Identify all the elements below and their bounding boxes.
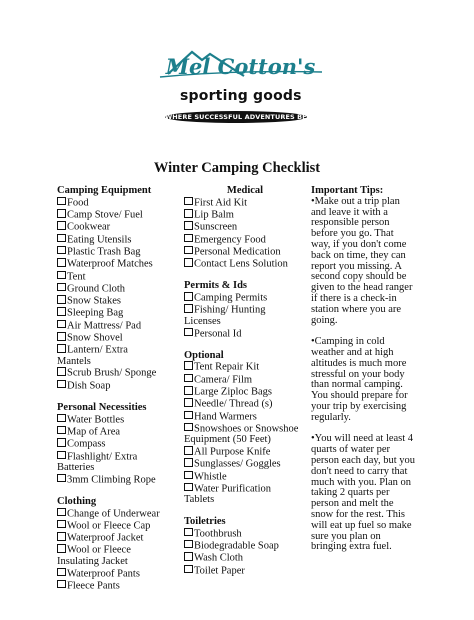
checkbox-icon[interactable] [184,304,193,313]
checklist-item-label: All Purpose Knife [194,446,271,458]
checklist-item-label: Wool or Fleece Cap [67,520,151,532]
checkbox-icon[interactable] [57,246,66,255]
checklist-item-label: Needle/ Thread (s) [194,398,273,410]
checkbox-icon[interactable] [57,332,66,341]
checklist-item-label: Ground Cloth [67,283,126,295]
tip-line: back on time, they can [311,249,406,261]
checkbox-icon[interactable] [57,544,66,553]
checkbox-icon[interactable] [184,234,193,243]
section-heading: Personal Necessities [57,401,147,413]
checklist-item[interactable] [57,580,182,592]
checkbox-icon[interactable] [57,568,66,577]
checkbox-icon[interactable] [184,458,193,467]
checklist-item[interactable] [57,568,182,580]
checklist-item-label: Cookwear [67,221,111,233]
checkbox-icon[interactable] [57,271,66,280]
checklist-item[interactable] [57,532,182,544]
checklist-item[interactable] [184,234,306,246]
checklist-item-label: Map of Area [67,426,121,438]
tip-line: stressful on your body [311,368,405,380]
tip-line: station where you are [311,303,402,315]
checklist-item-label: Toilet Paper [194,565,245,576]
checklist-item[interactable] [184,374,306,386]
checklist-item[interactable] [57,426,182,438]
checkbox-icon[interactable] [184,197,193,206]
checklist-item[interactable] [184,446,306,458]
brand-name: Mel Cotton's [165,54,316,79]
checklist-item-label: Camp Stove/ Fuel [67,209,143,221]
checkbox-icon[interactable] [184,540,193,549]
tip-line: You should prepare for [311,390,408,402]
checklist-item[interactable] [184,471,306,483]
tip-line: if there is a check-in [311,292,397,304]
checklist-item-label: Fishing/ Hunting [194,304,266,316]
checklist-item-label: Tent Repair Kit [194,361,260,373]
checklist-item-label: Emergency Food [194,234,266,246]
checkbox-icon[interactable] [57,283,66,292]
checklist-item-label: First Aid Kit [194,197,248,209]
checkbox-icon[interactable] [184,528,193,537]
checklist-item-continuation: Licenses [184,315,221,327]
checklist-item-label: Lip Balm [194,209,234,221]
checklist-item-label: Dish Soap [67,380,111,392]
tip-line: second copy should be [311,271,407,283]
checklist-item-continuation: Batteries [57,461,95,473]
checklist-item[interactable] [184,258,306,270]
checkbox-icon[interactable] [184,386,193,395]
page-title: Winter Camping Checklist [153,160,321,176]
tip-line: quarts of water per [311,444,391,456]
checkbox-icon[interactable] [57,414,66,423]
checklist-item-continuation: Mantels [57,355,91,367]
checklist-item[interactable] [184,304,306,316]
checkbox-icon[interactable] [184,446,193,455]
section-heading: Clothing [57,495,97,507]
checklist-item[interactable] [57,344,182,356]
checklist-item-label: Snow Stakes [67,295,121,307]
tip-line: and leave it with a [311,206,388,218]
checkbox-icon[interactable] [57,209,66,218]
checklist-item-label: Air Mattress/ Pad [67,320,142,332]
checklist-item-label: Large Ziploc Bags [194,386,272,398]
checklist-item[interactable] [57,234,182,246]
checklist-item[interactable] [57,283,182,295]
checklist-item[interactable] [184,386,306,398]
checkbox-icon[interactable] [57,320,66,329]
checklist-item-label: Camping Permits [194,292,268,304]
tip-line: way, if you don't come [311,238,407,250]
checklist-column-1 [57,186,182,592]
checklist-item-label: Plastic Trash Bag [67,246,141,258]
checkbox-icon[interactable] [57,451,66,460]
checklist-item-label: Compass [67,438,106,450]
checklist-item-label: Wool or Fleece [67,544,131,556]
checkbox-icon[interactable] [184,221,193,230]
tip-line: taking 2 quarts per [311,487,390,499]
checklist-item[interactable] [184,328,306,340]
checkbox-icon[interactable] [57,438,66,447]
tip-line: •Make out a trip plan [311,195,400,207]
checkbox-icon[interactable] [184,374,193,383]
tip-line: responsible person [311,217,390,229]
checklist-item[interactable] [57,520,182,532]
checklist-item[interactable] [184,552,306,564]
checklist-item[interactable] [184,221,306,233]
checklist-item-label: Sunscreen [194,221,238,233]
checklist-item-label: Scrub Brush/ Sponge [67,367,157,379]
checklist-item-label: Biodegradable Soap [194,540,279,552]
checkbox-icon[interactable] [57,258,66,267]
checklist-item-label: Waterproof Pants [67,568,140,579]
checkbox-icon[interactable] [184,209,193,218]
tip-line: •You will need at least 4 [311,433,414,445]
brand-tagline: WHERE SUCCESSFUL ADVENTURES BEGIN [165,113,321,121]
checkbox-icon[interactable] [57,307,66,316]
brand-logo [140,44,330,124]
tip-line: going. [311,314,338,326]
checkbox-icon[interactable] [57,380,66,389]
tip-line: much with you. Plan on [311,476,412,488]
tip-line: snow for the rest. This [311,508,406,520]
checklist-item-label: Water Purification [194,483,272,495]
brand-subtitle: sporting goods [180,88,302,104]
checkbox-icon[interactable] [184,361,193,370]
checklist-item[interactable] [184,292,306,304]
checkbox-icon[interactable] [57,367,66,376]
checkbox-icon[interactable] [57,295,66,304]
tip-line: weather and at high [311,346,394,358]
tip-line: don't need to carry that [311,465,408,477]
checklist-item[interactable] [57,320,182,332]
tips-heading: Important Tips: [311,185,384,196]
checklist-item-label: Hand Warmers [194,411,257,423]
checklist-item[interactable] [184,540,306,552]
checklist-item[interactable] [184,246,306,258]
checklist-item-continuation: Tablets [184,494,215,506]
tip-line: than normal camping. [311,379,403,391]
checklist-item[interactable] [184,565,306,577]
tips-column [311,186,421,553]
checklist-item[interactable] [57,474,182,486]
checklist-item[interactable] [184,398,306,410]
checklist-item-label: Toothbrush [194,528,242,540]
tip-line: sure you plan on [311,530,381,542]
tip-line: person each day, but you [311,454,415,466]
checklist-item-label: Water Bottles [67,414,125,426]
checklist-item-label: Sunglasses/ Goggles [194,458,281,470]
checkbox-icon[interactable] [57,234,66,243]
checklist-item[interactable] [57,221,182,233]
checklist-item-label: Eating Utensils [67,234,132,246]
checklist-item[interactable] [184,361,306,373]
tip-line: regularly. [311,411,351,423]
checklist-item[interactable] [57,332,182,344]
checklist-item-label: Contact Lens Solution [194,258,288,270]
checkbox-icon[interactable] [57,426,66,435]
checkbox-icon[interactable] [184,292,193,301]
tip-line: given to the head ranger [311,282,413,294]
checklist-item[interactable] [184,528,306,540]
checklist-item[interactable] [57,209,182,221]
checklist-item-label: Whistle [194,471,227,483]
checklist-item-label: Food [67,197,89,209]
section-heading: Camping Equipment [57,185,152,196]
checklist-item[interactable] [57,271,182,283]
checklist-item-label: Waterproof Matches [67,258,153,270]
checklist-item-label: Snowshoes or Snowshoe [194,423,299,435]
checkbox-icon[interactable] [184,328,193,337]
checkbox-icon[interactable] [57,221,66,230]
checklist-item[interactable] [184,209,306,221]
checklist-item[interactable] [57,380,182,392]
checklist-item[interactable] [57,508,182,520]
checklist-item[interactable] [57,451,182,463]
checkbox-icon[interactable] [57,520,66,529]
checklist-item-label: Wash Cloth [194,552,244,564]
checklist-item[interactable] [57,307,182,319]
checklist-item[interactable] [57,295,182,307]
checkbox-icon[interactable] [57,344,66,353]
checkbox-icon[interactable] [184,398,193,407]
checkbox-icon[interactable] [184,565,193,574]
tip-line: will eat up fuel so make [311,519,412,531]
checklist-item[interactable] [57,246,182,258]
checkbox-icon[interactable] [57,508,66,517]
checklist-item-label: Personal Id [194,328,242,340]
checklist-item-label: Flashlight/ Extra [67,451,138,463]
checkbox-icon[interactable] [57,532,66,541]
checklist-item-continuation: Insulating Jacket [57,555,128,567]
checkbox-icon[interactable] [184,411,193,420]
tip-line: report you missing. A [311,260,402,272]
tip-line: altitudes is much more [311,357,407,369]
checklist-column-2 [184,186,306,577]
checklist-item[interactable] [57,438,182,450]
checklist-item-label: Snow Shovel [67,332,123,344]
checkbox-icon[interactable] [184,258,193,267]
checklist-item-label: Tent [67,271,86,283]
checkbox-icon[interactable] [184,552,193,561]
checkbox-icon[interactable] [57,474,66,483]
checklist-item-label: Sleeping Bag [67,307,124,319]
checklist-item[interactable] [57,414,182,426]
tip-line: your trip by exercising [311,400,407,412]
checklist-item[interactable] [57,197,182,209]
checkbox-icon[interactable] [57,197,66,206]
checklist-item-continuation: Equipment (50 Feet) [184,434,271,446]
tip-line: bringing extra fuel. [311,541,392,553]
checkbox-icon[interactable] [184,471,193,480]
section-heading: Medical [226,185,264,196]
tip-line: person and melt the [311,498,394,510]
checklist-item[interactable] [184,458,306,470]
checkbox-icon[interactable] [184,483,193,492]
checkbox-icon[interactable] [184,246,193,255]
checkbox-icon[interactable] [184,423,193,432]
checklist-item-label: Camera/ Film [194,374,253,386]
checklist-item[interactable] [57,367,182,379]
checklist-item-label: Waterproof Jacket [67,532,144,544]
checkbox-icon[interactable] [57,580,66,589]
checklist-item[interactable] [184,197,306,209]
section-heading: Permits & Ids [184,280,247,292]
checklist-item-label: Change of Underwear [67,508,160,520]
checklist-item[interactable] [184,411,306,423]
checklist-item-label: 3mm Climbing Rope [67,474,156,486]
checklist-item-label: Lantern/ Extra [67,344,128,356]
section-heading: Toiletries [184,515,226,527]
checklist-item[interactable] [57,544,182,556]
checklist-item[interactable] [57,258,182,270]
tip-line: before you go. That [311,228,394,240]
checklist-item-label: Personal Medication [194,246,281,258]
checklist-item-label: Fleece Pants [67,580,120,592]
section-heading: Optional [184,349,224,361]
tip-line: •Camping in cold [311,336,385,348]
